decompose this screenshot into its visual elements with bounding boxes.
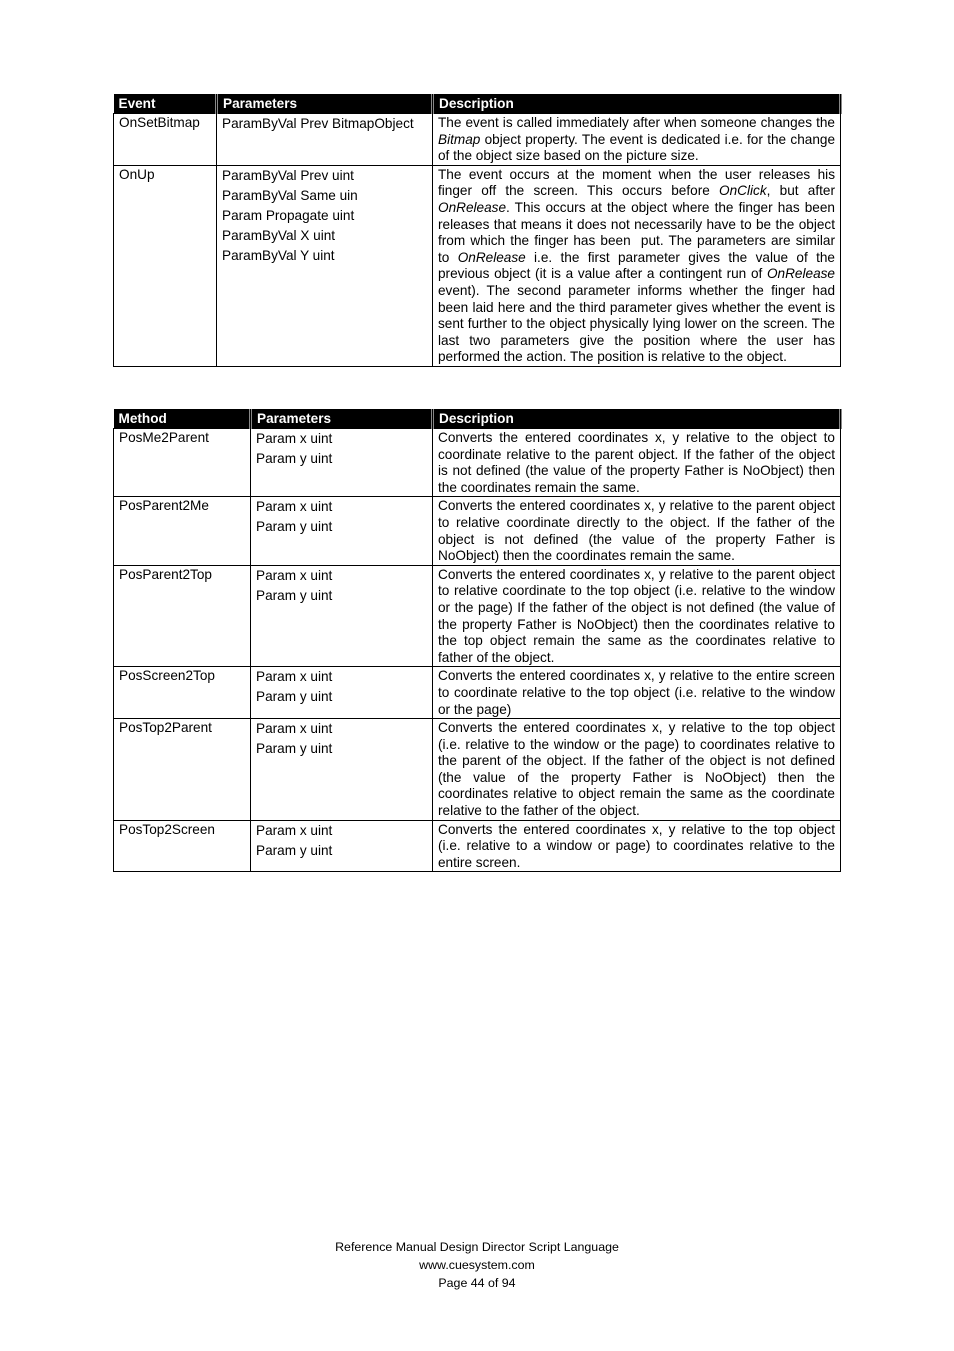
table-row bbox=[114, 719, 841, 821]
parameter-line: Param x uint bbox=[256, 567, 333, 583]
header-parameters: Parameters bbox=[251, 409, 433, 429]
row-description: Converts the entered coordinates x, y relative to the object to coordinate relative to the parent object. If the father of the object is not defined (the value of the property Father is NoObject) then the coordinates remain the same. bbox=[433, 429, 841, 497]
row-description: Converts the entered coordinates x, y relative to the top object (i.e. relative to the window or the page) to coordinates relative to the parent of the object. If the father of the object is not defined (the value of the property Father is NoObject) then the coordinates relative to object remain the same as the coordinate relative to the father of the object. bbox=[433, 719, 841, 821]
footer-title: Reference Manual Design Director Script Language bbox=[335, 1240, 619, 1254]
row-parameters bbox=[251, 667, 433, 719]
parameter-line: ParamByVal Same uin bbox=[222, 187, 358, 203]
parameter-line: ParamByVal Y uint bbox=[222, 247, 335, 263]
row-name: PosParent2Me bbox=[114, 497, 251, 565]
row-name: PosTop2Screen bbox=[114, 820, 251, 872]
row-parameters bbox=[251, 497, 433, 565]
parameter-line: Param x uint bbox=[256, 721, 333, 737]
header-event: Event bbox=[114, 94, 217, 114]
table-row bbox=[114, 667, 841, 719]
row-parameters bbox=[217, 114, 433, 166]
events-table bbox=[113, 94, 842, 367]
parameter-line: ParamByVal Prev uint bbox=[222, 167, 354, 183]
header-parameters: Parameters bbox=[217, 94, 433, 114]
header-method: Method bbox=[114, 409, 251, 429]
footer-website: www.cuesystem.com bbox=[419, 1258, 535, 1272]
row-name: OnSetBitmap bbox=[114, 114, 217, 166]
events-table-body bbox=[114, 114, 841, 367]
row-parameters bbox=[251, 429, 433, 497]
row-parameters bbox=[251, 820, 433, 872]
table-row bbox=[114, 565, 841, 667]
row-description: Converts the entered coordinates x, y relative to the entire screen to coordinate relative to the top object (i.e. relative to the window or the page) bbox=[433, 667, 841, 719]
parameter-line: ParamByVal Prev BitmapObject bbox=[222, 116, 414, 131]
parameter-line: Param x uint bbox=[256, 822, 333, 838]
table-row bbox=[114, 820, 841, 872]
row-parameters bbox=[251, 565, 433, 667]
table-row bbox=[114, 165, 841, 366]
row-name: PosTop2Parent bbox=[114, 719, 251, 821]
events-table-header bbox=[114, 94, 841, 114]
header-description: Description bbox=[433, 94, 841, 114]
row-name: PosScreen2Top bbox=[114, 667, 251, 719]
header-description: Description bbox=[433, 409, 841, 429]
row-name: OnUp bbox=[114, 165, 217, 366]
parameter-line: Param y uint bbox=[256, 741, 333, 757]
methods-table bbox=[113, 409, 842, 872]
row-description: Converts the entered coordinates x, y relative to the parent object to relative coordinate directly to the object. If the father of the object is not defined (the value of the property Father is NoObject) then the coordinates remain the same. bbox=[433, 497, 841, 565]
row-description: The event occurs at the moment when the user releases his finger off the screen. This occurs before OnClick, but after OnRelease. This occurs at the object where the finger has been releases that means it does not necessarily have to be the object from which the finger has been put. The parameters are similar to OnRelease i.e. the first parameter gives the value of the previous object (it is a value after a contingent run of OnRelease event). The second parameter informs whether the finger had been laid here and the third parameter gives whether the event is sent further to the object physically lying lower on the screen. The last two parameters give the position where the user has performed the action. The position is relative to the object. bbox=[433, 165, 841, 366]
table-row bbox=[114, 429, 841, 497]
parameter-line: Param x uint bbox=[256, 669, 333, 685]
parameter-line: Param x uint bbox=[256, 431, 333, 446]
parameter-line: ParamByVal X uint bbox=[222, 227, 336, 243]
parameter-line: Param y uint bbox=[256, 842, 333, 858]
parameter-line: Param y uint bbox=[256, 689, 333, 705]
row-description: The event is called immediately after when someone changes the Bitmap object property. The event is dedicated i.e. for the change of the object size based on the picture size. bbox=[433, 114, 841, 166]
footer-page-number: Page 44 of 94 bbox=[438, 1276, 516, 1290]
parameter-line: Param Propagate uint bbox=[222, 207, 355, 223]
row-description: Converts the entered coordinates x, y relative to the parent object to relative coordinate to the top object (i.e. relative to the window or the page) If the father of the object is not defined (the value of the property Father is NoObject) then the coordinates relative to the top object remain the same as the coordinates relative to father of the object. bbox=[433, 565, 841, 667]
parameter-line: Param x uint bbox=[256, 499, 333, 515]
table-row bbox=[114, 114, 841, 166]
page-footer bbox=[0, 1238, 954, 1292]
row-name: PosMe2Parent bbox=[114, 429, 251, 497]
row-name: PosParent2Top bbox=[114, 565, 251, 667]
table-row bbox=[114, 497, 841, 565]
parameter-line: Param y uint bbox=[256, 519, 333, 535]
row-parameters bbox=[217, 165, 433, 366]
methods-table-header bbox=[114, 409, 841, 429]
parameter-line: Param y uint bbox=[256, 587, 333, 603]
row-parameters bbox=[251, 719, 433, 821]
row-description: Converts the entered coordinates x, y relative to the top object (i.e. relative to a window or page) to coordinates relative to the entire screen. bbox=[433, 820, 841, 872]
methods-table-body bbox=[114, 429, 841, 872]
parameter-line: Param y uint bbox=[256, 451, 333, 466]
